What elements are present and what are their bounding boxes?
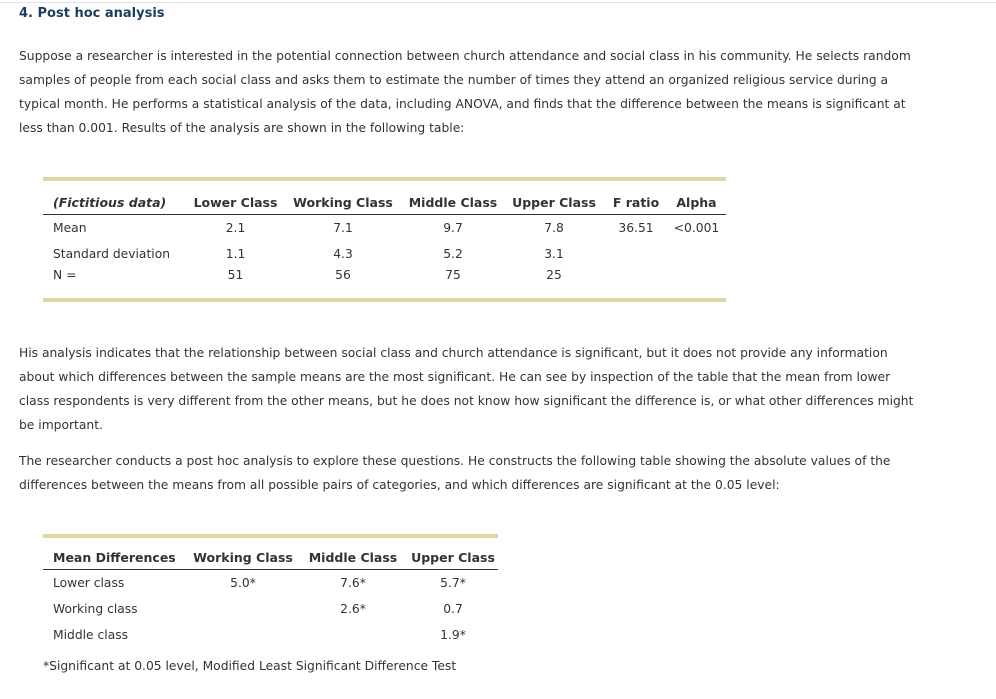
row-label: Mean [53,221,87,235]
column-header: Working Class [188,536,298,570]
table-cell: 5.7* [440,576,466,590]
column-header: Upper Class [503,179,605,215]
table-cell [667,267,726,300]
table-cell [605,267,667,300]
mean-differences-table [43,534,498,648]
table-cell: 0.7 [443,602,463,616]
anova-results-table [43,177,726,302]
table-header-row [43,536,498,570]
table-cell: 3.1 [544,247,564,261]
post-hoc-paragraph: The researcher conducts a post hoc analysis to explore these questions. He constructs the following table showing the absolute values of the differences between the means from all possible pairs of categories, and which differences are significant at the 0.05 level: [19,454,891,492]
table-footnote: *Significant at 0.05 level, Modified Least Significant Difference Test [43,659,457,673]
row-label: Working class [53,602,138,616]
table-cell: 36.51 [618,221,654,235]
top-divider [0,2,996,3]
column-header: Middle Class [403,179,503,215]
column-header: Upper Class [408,536,498,570]
table-cell: 4.3 [333,247,353,261]
table-cell: 2.1 [225,221,246,235]
table-row [43,215,726,242]
table-cell: 7.6* [340,576,366,590]
table-row [43,241,726,267]
table-header-row [43,179,726,215]
analysis-paragraph: His analysis indicates that the relationship between social class and church attendance is significant, but it does not provide any information about which differences between the sample means are the most significant. He can see by inspection of the table that the mean from lower class respondents is very different from the other means, but he does not know how significant the difference is, or what other differences might be important. [19,346,914,432]
table-cell [667,241,726,267]
table-cell: 1.9* [440,628,466,642]
column-header: Alpha [667,179,726,215]
row-label: N = [53,268,77,282]
row-label: Middle class [53,628,129,642]
table-cell: 1.1 [225,247,246,261]
column-header: Mean Differences [43,536,188,570]
column-header: Lower Class [188,179,283,215]
table-cell [188,622,298,648]
column-header: (Fictitious data) [43,179,188,215]
table-cell: 56 [335,268,351,282]
table-row [43,596,498,622]
table-cell [605,241,667,267]
table-row [43,267,726,300]
table-row [43,622,498,648]
table-cell: <0.001 [673,221,720,235]
table-cell: 2.6* [340,602,366,616]
table-cell: 9.7 [443,221,463,235]
table-cell: 5.2 [443,247,463,261]
table-cell: 7.8 [544,221,564,235]
row-label: Lower class [53,576,125,590]
table-row [43,570,498,597]
table-cell [188,596,298,622]
table-cell: 7.1 [333,221,353,235]
table-cell [298,622,408,648]
table-cell: 25 [546,268,562,282]
column-header: Middle Class [298,536,408,570]
table-cell: 5.0* [230,576,256,590]
intro-paragraph: Suppose a researcher is interested in the potential connection between church attendance and social class in his community. He selects random samples of people from each social class and asks them to estimate the number of times they attend an organized religious service during a typical month. He performs a statistical analysis of the data, including ANOVA, and finds that the difference between the means is significant at less than 0.001. Results of the analysis are shown in the following table: [19,49,911,135]
section-heading: 4. Post hoc analysis [19,6,165,21]
row-label: Standard deviation [53,247,171,261]
column-header: F ratio [605,179,667,215]
table-cell: 75 [445,268,461,282]
column-header: Working Class [283,179,403,215]
table-cell: 51 [227,268,244,282]
